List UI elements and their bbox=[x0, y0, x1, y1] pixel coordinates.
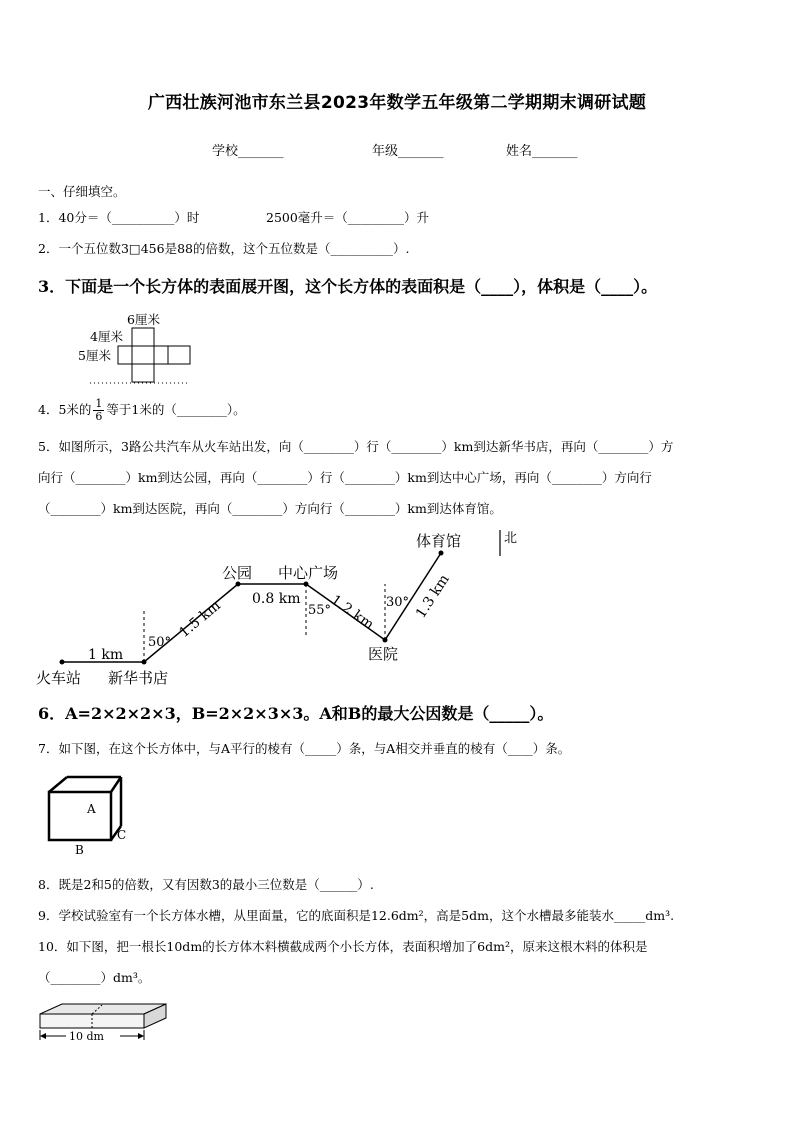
net-label-6cm: 6厘米 bbox=[127, 312, 160, 327]
place-stadium: 体育馆 bbox=[416, 532, 462, 550]
net-label-4cm: 4厘米 bbox=[90, 329, 123, 344]
cuboid-figure bbox=[40, 772, 140, 862]
question-4-pre: 4．5米的 bbox=[38, 402, 92, 417]
page-title: 广西壮族河池市东兰县2023年数学五年级第二学期期末调研试题 bbox=[147, 93, 647, 113]
fraction-denominator: 6 bbox=[95, 410, 103, 423]
fraction bbox=[93, 398, 104, 423]
distance-5: 1.3 km bbox=[412, 571, 453, 622]
question-10-line2: （________）dm³。 bbox=[38, 970, 151, 985]
question-7: 7．如下图，在这个长方体中，与A平行的棱有（_____）条，与A相交并垂直的棱有（____）条。 bbox=[38, 741, 571, 756]
distance-3: 0.8 km bbox=[252, 591, 301, 607]
cuboid-net-figure bbox=[70, 308, 210, 388]
distance-1: 1 km bbox=[88, 647, 124, 663]
route-map-figure bbox=[30, 522, 540, 690]
question-6: 6．A=2×2×2×3，B=2×2×3×3。A和B的最大公因数是（_____）。 bbox=[38, 704, 554, 723]
grade-field: 年级_______ bbox=[372, 144, 444, 159]
north-label: 北 bbox=[504, 531, 518, 546]
question-5-line3: （________）km到达医院，再向（________）方向行（________）km到达体育馆。 bbox=[38, 501, 502, 516]
question-4-post: 等于1米的（________）。 bbox=[106, 402, 246, 417]
question-2: 2．一个五位数3□456是88的倍数，这个五位数是（__________）. bbox=[38, 241, 410, 256]
question-5-line2: 向行（________）km到达公园，再向（________）行（________）km到达中心广场，再向（________）方向行 bbox=[38, 470, 652, 485]
question-1b: 2500毫升＝（_________）升 bbox=[266, 210, 430, 225]
length-label: 10 dm bbox=[69, 1030, 104, 1043]
place-central-square: 中心广场 bbox=[278, 564, 339, 582]
angle-50: 50° bbox=[148, 635, 172, 650]
edge-label-c: C bbox=[117, 828, 127, 842]
angle-55: 55° bbox=[308, 603, 332, 618]
question-4 bbox=[38, 398, 246, 423]
question-3: 3．下面是一个长方体的表面展开图，这个长方体的表面积是（____），体积是（____）。 bbox=[38, 277, 658, 296]
question-9: 9．学校试验室有一个长方体水槽，从里面量，它的底面积是12.6dm²，高是5dm，这个水槽最多能装水_____dm³. bbox=[38, 908, 675, 923]
net-label-5cm: 5厘米 bbox=[78, 348, 111, 363]
question-8: 8．既是2和5的倍数，又有因数3的最小三位数是（______）. bbox=[38, 877, 374, 892]
distance-2: 1.5 km bbox=[176, 597, 224, 642]
angle-30: 30° bbox=[386, 595, 410, 610]
place-bookstore: 新华书店 bbox=[108, 669, 169, 687]
edge-label-b: B bbox=[75, 843, 84, 857]
place-hospital: 医院 bbox=[368, 645, 399, 663]
place-train-station: 火车站 bbox=[36, 669, 82, 687]
question-1a: 1．40分＝（__________）时 bbox=[38, 210, 200, 225]
section-heading: 一、仔细填空。 bbox=[38, 184, 126, 199]
edge-label-a: A bbox=[87, 802, 96, 816]
wood-bar-figure bbox=[36, 1000, 176, 1050]
question-10-line1: 10．如下图，把一根长10dm的长方体木料横截成两个小长方体，表面积增加了6dm²，原来这根木料的体积是 bbox=[38, 939, 648, 954]
name-field: 姓名_______ bbox=[506, 144, 578, 159]
distance-4: 1.2 km bbox=[327, 592, 377, 634]
fraction-numerator: 1 bbox=[95, 397, 103, 410]
school-field: 学校_______ bbox=[212, 144, 284, 159]
question-5-line1: 5．如图所示，3路公共汽车从火车站出发，向（________）行（________）km到达新华书店，再向（________）方 bbox=[38, 439, 674, 454]
place-park: 公园 bbox=[222, 564, 253, 582]
